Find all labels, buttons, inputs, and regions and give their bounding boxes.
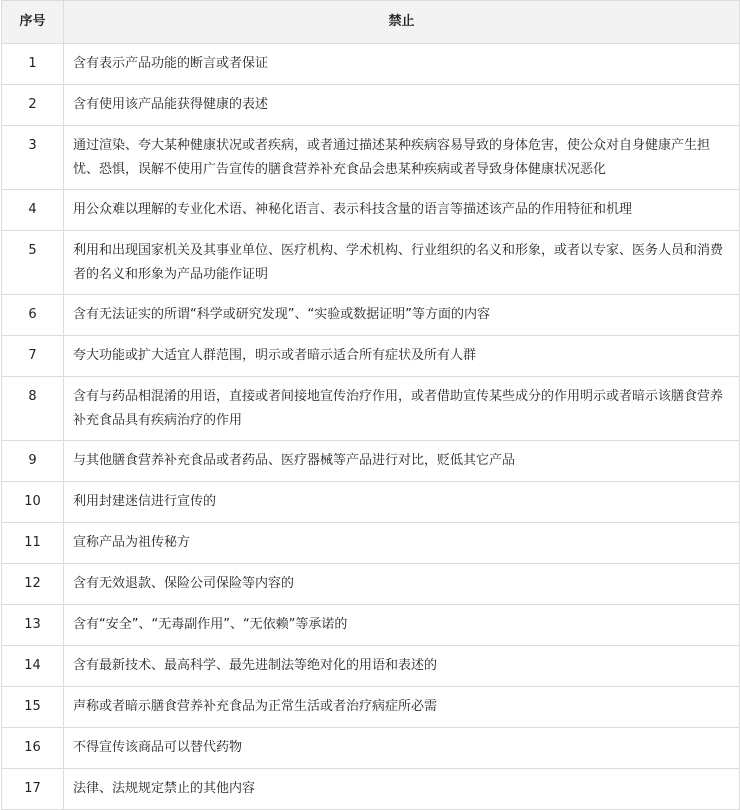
table-row (2, 769, 740, 810)
table-row (2, 295, 740, 336)
row-number: 9 (2, 441, 64, 482)
row-number: 6 (2, 295, 64, 336)
header-content: 禁止 (64, 1, 740, 44)
row-text: 不得宣传该商品可以替代药物 (64, 728, 740, 769)
table-row (2, 605, 740, 646)
row-number: 11 (2, 523, 64, 564)
row-number: 4 (2, 190, 64, 231)
row-number: 16 (2, 728, 64, 769)
row-text: 含有最新技术、最高科学、最先进制法等绝对化的用语和表述的 (64, 646, 740, 687)
table-row (2, 482, 740, 523)
row-text: 夸大功能或扩大适宜人群范围，明示或者暗示适合所有症状及所有人群 (64, 336, 740, 377)
row-number: 5 (2, 231, 64, 295)
table-row (2, 687, 740, 728)
row-number: 3 (2, 126, 64, 190)
header-index: 序号 (2, 1, 64, 44)
row-text: 宣称产品为祖传秘方 (64, 523, 740, 564)
row-text: 含有无法证实的所谓“科学或研究发现”、“实验或数据证明”等方面的内容 (64, 295, 740, 336)
table-row (2, 564, 740, 605)
table-row (2, 190, 740, 231)
row-number: 7 (2, 336, 64, 377)
row-text: 用公众难以理解的专业化术语、神秘化语言、表示科技含量的语言等描述该产品的作用特征和机理 (64, 190, 740, 231)
row-text: 声称或者暗示膳食营养补充食品为正常生活或者治疗病症所必需 (64, 687, 740, 728)
table-row (2, 441, 740, 482)
row-text: 法律、法规规定禁止的其他内容 (64, 769, 740, 810)
row-text: 含有“安全”、“无毒副作用”、“无依赖”等承诺的 (64, 605, 740, 646)
row-text: 与其他膳食营养补充食品或者药品、医疗器械等产品进行对比，贬低其它产品 (64, 441, 740, 482)
row-number: 2 (2, 85, 64, 126)
table-row (2, 377, 740, 441)
row-number: 15 (2, 687, 64, 728)
row-number: 1 (2, 44, 64, 85)
row-text: 含有无效退款、保险公司保险等内容的 (64, 564, 740, 605)
table-row (2, 85, 740, 126)
row-text: 含有使用该产品能获得健康的表述 (64, 85, 740, 126)
row-text: 利用和出现国家机关及其事业单位、医疗机构、学术机构、行业组织的名义和形象，或者以专家、医务人员和消费者的名义和形象为产品功能作证明 (64, 231, 740, 295)
row-text: 通过渲染、夸大某种健康状况或者疾病，或者通过描述某种疾病容易导致的身体危害，使公众对自身健康产生担忧、恐惧，误解不使用广告宣传的膳食营养补充食品会患某种疾病或者导致身体健康状况恶化 (64, 126, 740, 190)
row-number: 12 (2, 564, 64, 605)
row-number: 14 (2, 646, 64, 687)
table-row (2, 646, 740, 687)
row-number: 8 (2, 377, 64, 441)
table-row (2, 126, 740, 190)
row-text: 含有表示产品功能的断言或者保证 (64, 44, 740, 85)
table-row (2, 728, 740, 769)
row-text: 含有与药品相混淆的用语，直接或者间接地宣传治疗作用，或者借助宣传某些成分的作用明示或者暗示该膳食营养补充食品具有疾病治疗的作用 (64, 377, 740, 441)
table-header-row (2, 1, 740, 44)
row-number: 10 (2, 482, 64, 523)
table-row (2, 523, 740, 564)
table-row (2, 231, 740, 295)
row-number: 17 (2, 769, 64, 810)
prohibitions-table (1, 0, 740, 810)
table-row (2, 44, 740, 85)
row-number: 13 (2, 605, 64, 646)
row-text: 利用封建迷信进行宣传的 (64, 482, 740, 523)
table-row (2, 336, 740, 377)
